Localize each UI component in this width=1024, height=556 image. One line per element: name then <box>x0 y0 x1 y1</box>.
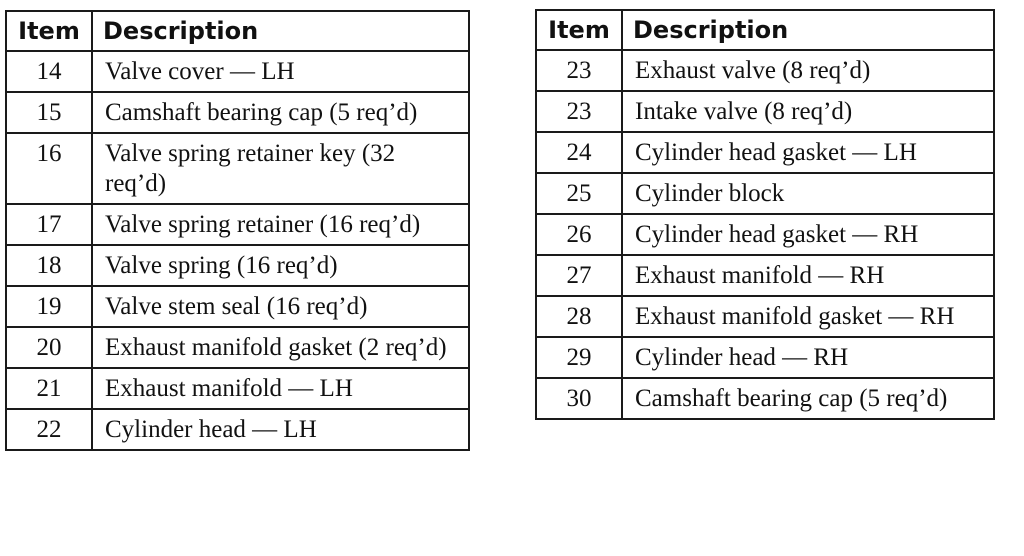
description-cell: Camshaft bearing cap (5 req’d) <box>622 378 994 419</box>
table-row <box>6 92 469 133</box>
table-row <box>6 368 469 409</box>
item-number-cell: 17 <box>6 204 92 245</box>
table-header-row <box>536 10 994 50</box>
description-cell: Exhaust manifold gasket (2 req’d) <box>92 327 469 368</box>
table-row <box>6 409 469 450</box>
item-number-cell: 29 <box>536 337 622 378</box>
item-column-header: Item <box>536 10 622 50</box>
item-number-cell: 25 <box>536 173 622 214</box>
description-cell: Valve spring retainer key (32 req’d) <box>92 133 469 204</box>
item-number-cell: 21 <box>6 368 92 409</box>
description-cell: Camshaft bearing cap (5 req’d) <box>92 92 469 133</box>
table-row <box>536 337 994 378</box>
description-cell: Cylinder head gasket — RH <box>622 214 994 255</box>
table-row <box>6 245 469 286</box>
description-cell: Exhaust manifold — LH <box>92 368 469 409</box>
item-number-cell: 20 <box>6 327 92 368</box>
description-cell: Cylinder block <box>622 173 994 214</box>
item-number-cell: 27 <box>536 255 622 296</box>
description-cell: Cylinder head gasket — LH <box>622 132 994 173</box>
table-row <box>536 50 994 91</box>
table-row <box>6 327 469 368</box>
description-cell: Cylinder head — LH <box>92 409 469 450</box>
description-cell: Valve spring (16 req’d) <box>92 245 469 286</box>
table-row <box>6 204 469 245</box>
description-cell: Intake valve (8 req’d) <box>622 91 994 132</box>
description-cell: Valve stem seal (16 req’d) <box>92 286 469 327</box>
item-number-cell: 23 <box>536 50 622 91</box>
item-number-cell: 16 <box>6 133 92 204</box>
item-number-cell: 24 <box>536 132 622 173</box>
item-number-cell: 19 <box>6 286 92 327</box>
item-number-cell: 26 <box>536 214 622 255</box>
description-column-header: Description <box>622 10 994 50</box>
description-cell: Cylinder head — RH <box>622 337 994 378</box>
table-row <box>536 173 994 214</box>
item-number-cell: 15 <box>6 92 92 133</box>
description-cell: Exhaust valve (8 req’d) <box>622 50 994 91</box>
table-row <box>536 91 994 132</box>
description-column-header: Description <box>92 11 469 51</box>
table-header-row <box>6 11 469 51</box>
parts-table-right <box>535 9 995 420</box>
item-number-cell: 30 <box>536 378 622 419</box>
description-cell: Exhaust manifold gasket — RH <box>622 296 994 337</box>
table-row <box>536 255 994 296</box>
table-row <box>6 286 469 327</box>
item-column-header: Item <box>6 11 92 51</box>
description-cell: Exhaust manifold — RH <box>622 255 994 296</box>
description-cell: Valve spring retainer (16 req’d) <box>92 204 469 245</box>
table-row <box>6 51 469 92</box>
table-row <box>6 133 469 204</box>
parts-table-left <box>5 10 470 451</box>
table-row <box>536 378 994 419</box>
table-row <box>536 132 994 173</box>
item-number-cell: 18 <box>6 245 92 286</box>
item-number-cell: 22 <box>6 409 92 450</box>
item-number-cell: 28 <box>536 296 622 337</box>
table-row <box>536 296 994 337</box>
item-number-cell: 23 <box>536 91 622 132</box>
description-cell: Valve cover — LH <box>92 51 469 92</box>
table-row <box>536 214 994 255</box>
item-number-cell: 14 <box>6 51 92 92</box>
